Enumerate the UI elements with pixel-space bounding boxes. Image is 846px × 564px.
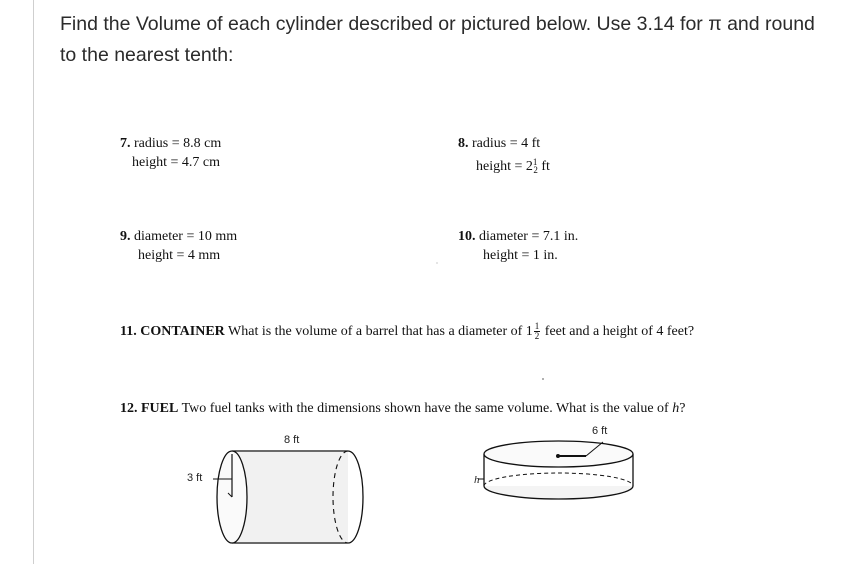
- horizontal-cylinder-figure: [200, 448, 375, 548]
- problem-11-frac-num: 1: [534, 321, 540, 332]
- tank2-height-label: h: [474, 474, 480, 486]
- problem-10-number: 10.: [458, 229, 476, 244]
- problem-7-number: 7.: [120, 136, 131, 151]
- stray-dot: [436, 262, 438, 264]
- problem-12-variable: h: [672, 401, 680, 416]
- problem-9-number: 9.: [120, 229, 131, 244]
- problem-11: [120, 322, 694, 341]
- problem-8-height-frac-den: 2: [533, 165, 538, 175]
- left-border: [33, 0, 34, 564]
- problem-7-radius: radius = 8.8 cm: [130, 136, 222, 151]
- problem-12-text: Two fuel tanks with the dimensions shown have the same volume. What is the value of: [178, 401, 673, 416]
- problem-12-text-end: ?: [679, 401, 686, 416]
- problem-10-height: height = 1 in.: [483, 248, 558, 263]
- problem-9-height: height = 4 mm: [138, 248, 221, 263]
- problem-8-number: 8.: [458, 136, 469, 151]
- problem-12-number: 12.: [120, 401, 138, 416]
- problem-11-fraction: [534, 322, 541, 341]
- problem-10-diameter: diameter = 7.1 in.: [475, 229, 579, 244]
- tank1-radius-label: 3 ft: [187, 472, 203, 484]
- problem-11-text-end: feet and a height of 4 feet?: [541, 324, 695, 339]
- flat-cylinder-figure: [478, 436, 643, 516]
- stray-dot: [542, 378, 544, 380]
- problem-12-label: FUEL: [137, 401, 179, 416]
- problem-11-label: CONTAINER: [136, 324, 225, 339]
- problem-10: [458, 227, 578, 265]
- problem-8-height-unit: ft: [537, 159, 550, 174]
- problem-7: [120, 134, 221, 172]
- problem-8-height-frac-num: 1: [532, 157, 538, 167]
- problem-11-text: What is the volume of a barrel that has a diameter of 1: [224, 324, 533, 339]
- problem-9: [120, 227, 237, 265]
- problem-9-diameter: diameter = 10 mm: [130, 229, 238, 244]
- problem-8-height: [458, 153, 550, 180]
- tank2-radius-label: 6 ft: [592, 425, 608, 437]
- problem-8: [458, 134, 550, 180]
- problem-7-height: height = 4.7 cm: [132, 155, 220, 170]
- tank1-length-label: 8 ft: [284, 434, 300, 446]
- problem-12: [120, 399, 685, 418]
- instructions-text: Find the Volume of each cylinder described or pictured below. Use 3.14 for π and round to the nearest tenth:: [60, 13, 815, 66]
- problem-11-frac-den: 2: [534, 331, 540, 342]
- problem-8-radius: radius = 4 ft: [468, 136, 541, 151]
- problem-11-number: 11.: [120, 324, 137, 339]
- problem-8-height-whole: height = 2: [476, 159, 533, 174]
